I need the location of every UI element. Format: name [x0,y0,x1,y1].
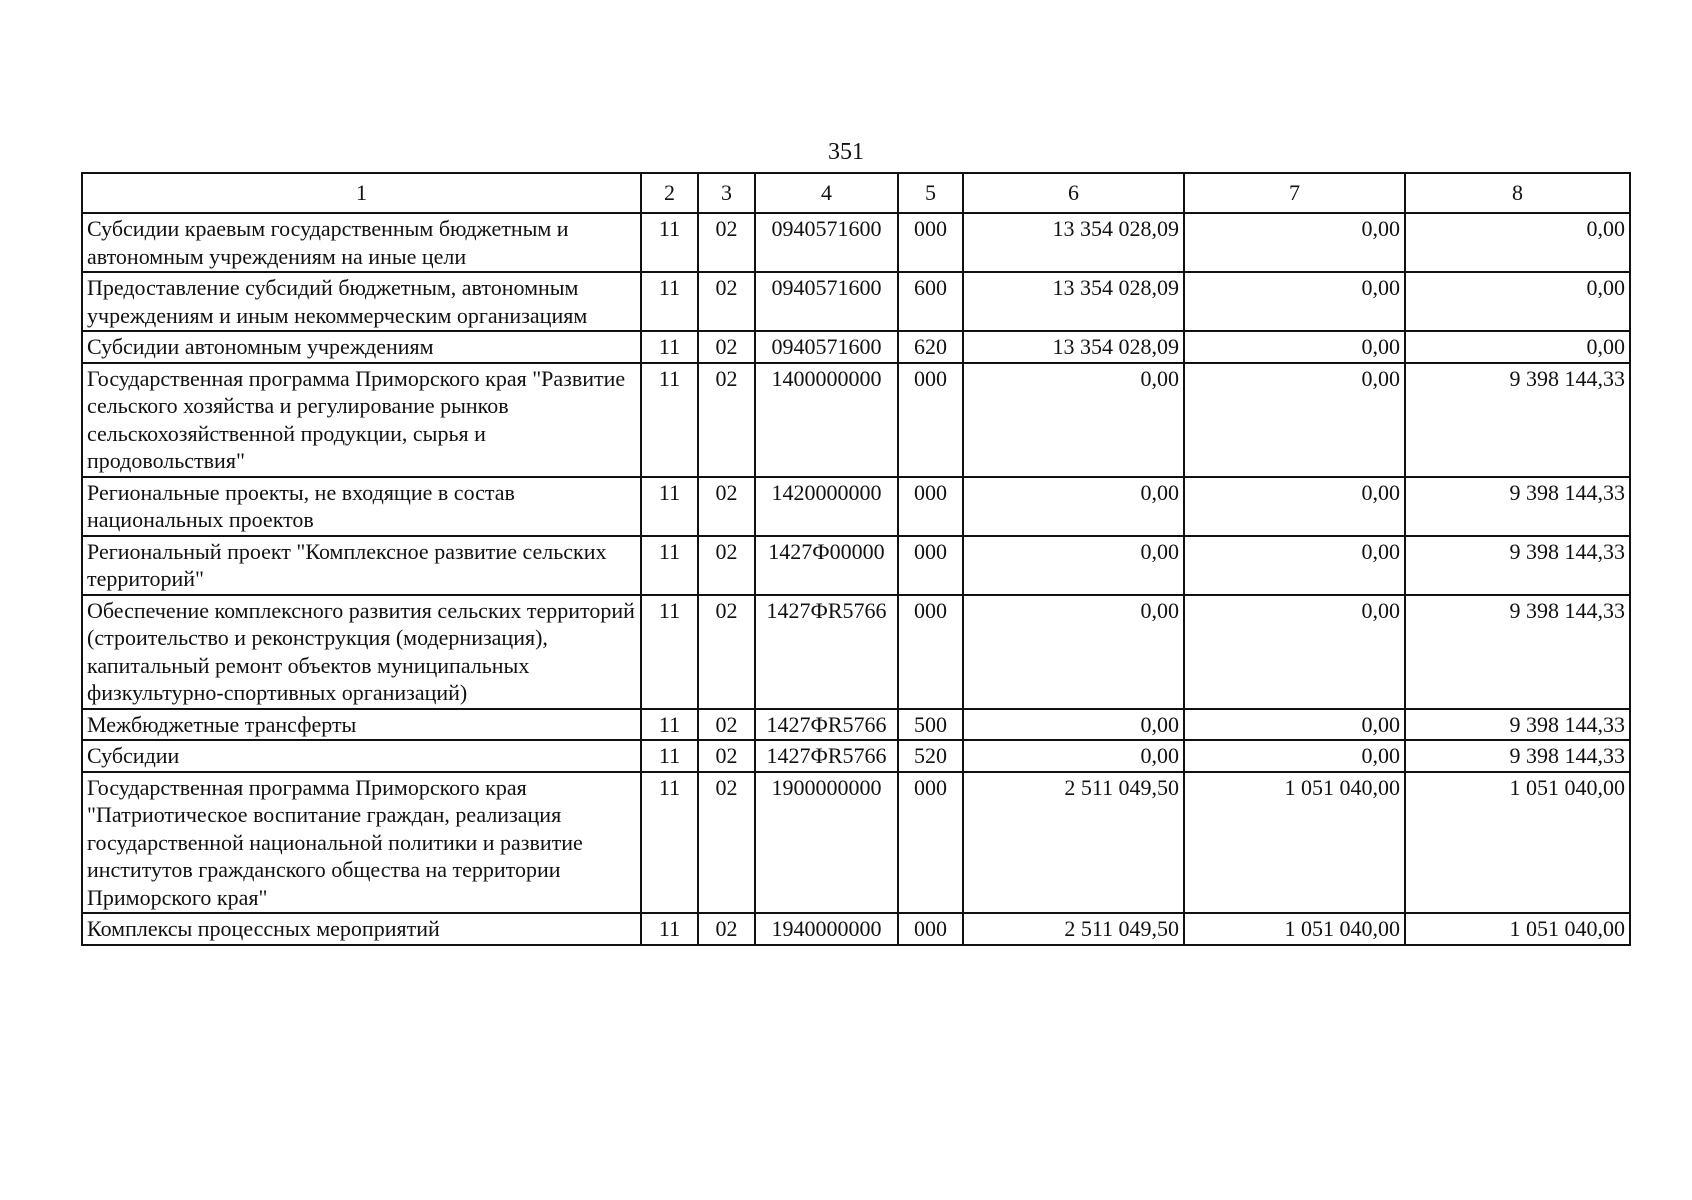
row-amount-col7: 0,00 [1184,213,1405,272]
row-amount-col8: 9 398 144,33 [1405,740,1630,772]
row-amount-col6: 2 511 049,50 [963,913,1184,945]
row-section: 11 [641,913,698,945]
row-amount-col6: 0,00 [963,740,1184,772]
row-name: Субсидии краевым государственным бюджетным и автономным учреждениям на иные цели [82,213,641,272]
row-section: 11 [641,536,698,595]
row-amount-col7: 0,00 [1184,331,1405,363]
row-target-code: 0940571600 [755,272,898,331]
row-section: 11 [641,595,698,709]
column-header-1: 1 [82,173,641,213]
row-target-code: 1420000000 [755,477,898,536]
table-header-row [82,173,1630,213]
column-header-2: 2 [641,173,698,213]
row-target-code: 1400000000 [755,363,898,477]
column-header-8: 8 [1405,173,1630,213]
row-subsection: 02 [698,595,755,709]
row-amount-col6: 0,00 [963,709,1184,741]
row-target-code: 0940571600 [755,331,898,363]
row-amount-col6: 0,00 [963,536,1184,595]
row-section: 11 [641,272,698,331]
row-name: Межбюджетные трансферты [82,709,641,741]
row-subsection: 02 [698,772,755,914]
row-amount-col7: 1 051 040,00 [1184,772,1405,914]
table-row [82,213,1630,272]
row-amount-col6: 0,00 [963,595,1184,709]
row-expense-type: 000 [898,363,963,477]
row-expense-type: 000 [898,477,963,536]
row-amount-col7: 0,00 [1184,363,1405,477]
row-expense-type: 600 [898,272,963,331]
row-amount-col8: 1 051 040,00 [1405,913,1630,945]
row-amount-col8: 0,00 [1405,331,1630,363]
row-amount-col6: 13 354 028,09 [963,331,1184,363]
row-amount-col6: 13 354 028,09 [963,213,1184,272]
table-row [82,536,1630,595]
row-subsection: 02 [698,709,755,741]
row-name: Региональный проект "Комплексное развитие сельских территорий" [82,536,641,595]
row-target-code: 1427ФR5766 [755,595,898,709]
row-subsection: 02 [698,213,755,272]
row-amount-col8: 0,00 [1405,213,1630,272]
column-header-5: 5 [898,173,963,213]
table-row [82,363,1630,477]
table-row [82,740,1630,772]
row-amount-col7: 0,00 [1184,536,1405,595]
row-amount-col8: 9 398 144,33 [1405,595,1630,709]
row-amount-col8: 1 051 040,00 [1405,772,1630,914]
row-name: Субсидии автономным учреждениям [82,331,641,363]
row-target-code: 1427ФR5766 [755,709,898,741]
row-amount-col6: 0,00 [963,477,1184,536]
row-target-code: 1427Ф00000 [755,536,898,595]
row-subsection: 02 [698,272,755,331]
row-subsection: 02 [698,740,755,772]
row-amount-col6: 13 354 028,09 [963,272,1184,331]
row-amount-col7: 1 051 040,00 [1184,913,1405,945]
row-amount-col7: 0,00 [1184,740,1405,772]
row-subsection: 02 [698,913,755,945]
row-target-code: 1900000000 [755,772,898,914]
row-section: 11 [641,331,698,363]
table-row [82,331,1630,363]
row-subsection: 02 [698,331,755,363]
row-section: 11 [641,740,698,772]
row-section: 11 [641,363,698,477]
budget-table [81,172,1631,946]
row-name: Государственная программа Приморского края "Патриотическое воспитание граждан, реализация государственной национальной политики и развитие институтов гражданского общества на территории Приморского края" [82,772,641,914]
row-name: Региональные проекты, не входящие в состав национальных проектов [82,477,641,536]
row-expense-type: 000 [898,913,963,945]
row-amount-col7: 0,00 [1184,272,1405,331]
row-amount-col8: 0,00 [1405,272,1630,331]
row-expense-type: 000 [898,772,963,914]
row-target-code: 1427ФR5766 [755,740,898,772]
row-amount-col8: 9 398 144,33 [1405,363,1630,477]
row-subsection: 02 [698,536,755,595]
row-subsection: 02 [698,363,755,477]
row-expense-type: 500 [898,709,963,741]
row-expense-type: 000 [898,213,963,272]
row-section: 11 [641,772,698,914]
row-name: Субсидии [82,740,641,772]
table-row [82,709,1630,741]
row-name: Обеспечение комплексного развития сельских территорий (строительство и реконструкция (модернизация), капитальный ремонт объектов муниципальных физкультурно-спортивных организаций) [82,595,641,709]
row-amount-col7: 0,00 [1184,595,1405,709]
row-expense-type: 000 [898,595,963,709]
row-name: Предоставление субсидий бюджетным, автономным учреждениям и иным некоммерческим организациям [82,272,641,331]
row-name: Государственная программа Приморского края "Развитие сельского хозяйства и регулирование рынков сельскохозяйственной продукции, сырья и продовольствия" [82,363,641,477]
row-amount-col7: 0,00 [1184,477,1405,536]
page-number: 351 [828,139,864,165]
row-section: 11 [641,477,698,536]
row-amount-col6: 0,00 [963,363,1184,477]
table-row [82,477,1630,536]
row-amount-col6: 2 511 049,50 [963,772,1184,914]
row-section: 11 [641,213,698,272]
table-row [82,772,1630,914]
row-target-code: 1940000000 [755,913,898,945]
row-expense-type: 520 [898,740,963,772]
row-amount-col8: 9 398 144,33 [1405,536,1630,595]
row-subsection: 02 [698,477,755,536]
row-amount-col8: 9 398 144,33 [1405,477,1630,536]
row-expense-type: 620 [898,331,963,363]
row-amount-col7: 0,00 [1184,709,1405,741]
row-section: 11 [641,709,698,741]
row-amount-col8: 9 398 144,33 [1405,709,1630,741]
row-name: Комплексы процессных мероприятий [82,913,641,945]
column-header-6: 6 [963,173,1184,213]
column-header-4: 4 [755,173,898,213]
column-header-7: 7 [1184,173,1405,213]
row-target-code: 0940571600 [755,213,898,272]
column-header-3: 3 [698,173,755,213]
table-row [82,913,1630,945]
table-row [82,272,1630,331]
row-expense-type: 000 [898,536,963,595]
table-row [82,595,1630,709]
